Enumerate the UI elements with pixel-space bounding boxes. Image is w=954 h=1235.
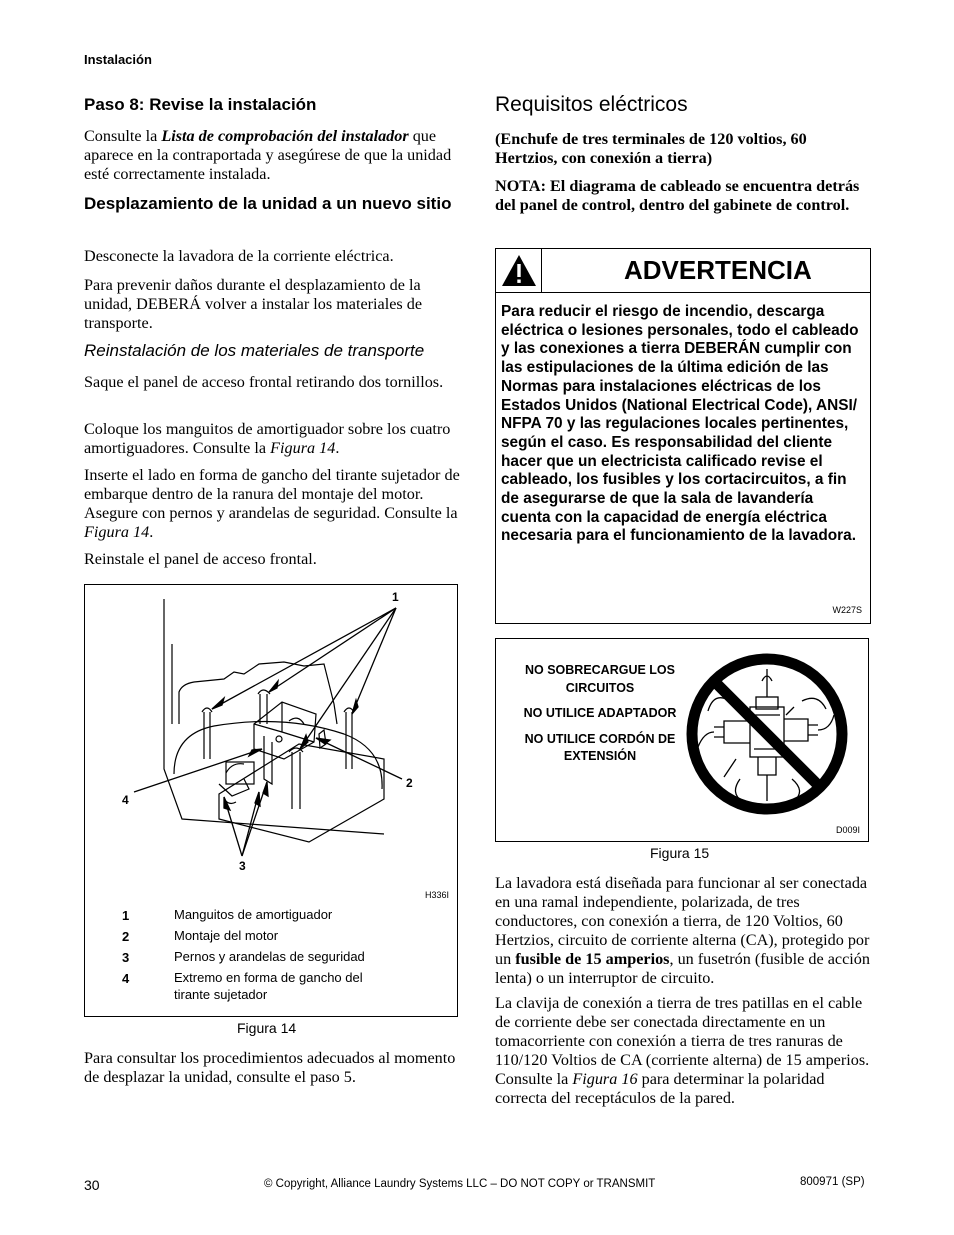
callout-1: 1 [392,590,399,604]
figure-14-ref: Figura 14 [270,439,336,457]
legend-item: 3 Pernos y arandelas de seguridad [122,949,365,965]
move-unit-heading: Desplazamiento de la unidad a un nuevo sitio [84,194,452,213]
legend-item: 1 Manguitos de amortiguador [122,907,333,923]
final-paragraph: Para consultar los procedimientos adecuados al momento de desplazar la unidad, consulte el paso 5. [84,1049,456,1086]
document-number: 800971 (SP) [800,1176,865,1188]
reinstall-paragraph-1: Saque el panel de acceso frontal retirando dos tornillos. [84,373,444,391]
callout-4: 4 [122,793,129,807]
warning-triangle-cell [496,249,542,292]
reinstall-paragraph-3: Inserte el lado en forma de gancho del tirante sujetador de embarque dentro de la ranura del montaje del motor. Asegure con pernos y arandelas de seguridad. Consulte la Figura 14. [84,466,460,541]
copyright-notice: © Copyright, Alliance Laundry Systems LLC – DO NOT COPY or TRANSMIT [264,1178,656,1190]
warning-title: ADVERTENCIA [624,255,812,285]
warning-triangle-icon [496,249,542,292]
warning-code: W227S [832,605,862,615]
figure-15-code: D009I [835,825,860,835]
step-8-paragraph: Consulte la Lista de comprobación del instalador que aparece en la contraportada y asegúrese de que la unidad esté correctamente instalada. [84,127,452,183]
figure-15-labels [514,662,686,774]
plug-spec-paragraph: (Enchufe de tres terminales de 120 voltios, 60 Hertzios, con conexión a tierra) [495,130,807,167]
callout-3: 3 [239,859,246,873]
move-paragraph-2: Para prevenir daños durante el desplazamiento de la unidad, DEBERÁ volver a instalar los materiales de transporte. [84,276,423,332]
reinstall-subheading: Reinstalación de los materiales de transporte [84,341,425,360]
installer-checklist-ref: Lista de comprobación del instalador [161,127,409,145]
warning-text: Para reducir el riesgo de incendio, descarga eléctrica o lesiones personales, todo el cableado y las conexiones a tierra DEBERÁN cumplir con las estipulaciones de la última edición de las Normas para instalaciones eléctricas de los Estados Unidos (National Electrical Code), ANSI/ NFPA 70 y las regulaciones locales pertinentes, según el caso. Es responsabilidad del cliente hacer que un electricista calificado revise el cableado, los fusibles y los cortacircuitos, a fin de asegurarse de que la sala de lavandería cuenta con la capacidad de energía eléctrica necesaria para el funcionamiento de la lavadora. [501,303,859,545]
figure-14-legend [122,906,442,1003]
running-header: Instalación [84,52,152,67]
wiring-note-paragraph: NOTA: El diagrama de cableado se encuentra detrás del panel de control, dentro del gabinete de control. [495,177,860,214]
label-no-adapter: NO UTILICE ADAPTADOR [523,706,677,720]
prohibited-multi-plug-icon [684,651,850,817]
figure-16-ref: Figura 16 [572,1070,638,1088]
electrical-requirements-heading: Requisitos eléctricos [495,93,688,116]
label-no-extension: NO UTILICE CORDÓN DE EXTENSIÓN [524,731,676,763]
move-paragraph-1: Desconecte la lavadora de la corriente eléctrica. [84,247,394,265]
fuse-rating: fusible de 15 amperios [515,950,670,968]
legend-item: 2 Montaje del motor [122,928,279,944]
reinstall-paragraph-4: Reinstale el panel de acceso frontal. [84,550,317,568]
step-8-heading: Paso 8: Revise la instalación [84,95,317,114]
grounding-plug-paragraph: La clavija de conexión a tierra de tres patillas en el cable de corriente debe ser conectada directamente en un tomacorriente con conexión a tierra de tres ranuras de 110/120 Voltios de CA (corriente alterna) de 15 amperios. Consulte la Figura 16 para determinar la polaridad correcta del receptáculos de la pared. [495,994,870,1107]
circuit-paragraph: La lavadora está diseñada para funcionar al ser conectada en una ramal independiente, polarizada, de tres conductores, con conexión a tierra, de 120 Voltios, 60 Hertzios, circuito de corriente alterna (CA), protegido por un fusible de 15 amperios, un fusetrón (fusible de acción lenta) o un interruptor de circuito. [495,874,870,987]
warning-header [496,249,870,293]
reinstall-paragraph-2: Coloque los manguitos de amortiguador sobre los cuatro amortiguadores. Consulte la Figura 14. [84,420,451,457]
figure-15-caption: Figura 15 [650,845,710,861]
figure-15-box [495,638,869,842]
figure-14-code: H336I [425,890,450,900]
legend-item: 4 Extremo en forma de gancho del tirante sujetador [122,970,363,1002]
page-number: 30 [84,1177,100,1193]
warning-box [495,248,871,624]
figure-14-ref: Figura 14 [84,523,150,541]
washer-shipping-hardware-illustration [84,584,458,904]
callout-2: 2 [406,776,413,790]
label-no-overload: NO SOBRECARGUE LOS CIRCUITOS [524,663,675,695]
figure-14-caption: Figura 14 [237,1020,297,1036]
